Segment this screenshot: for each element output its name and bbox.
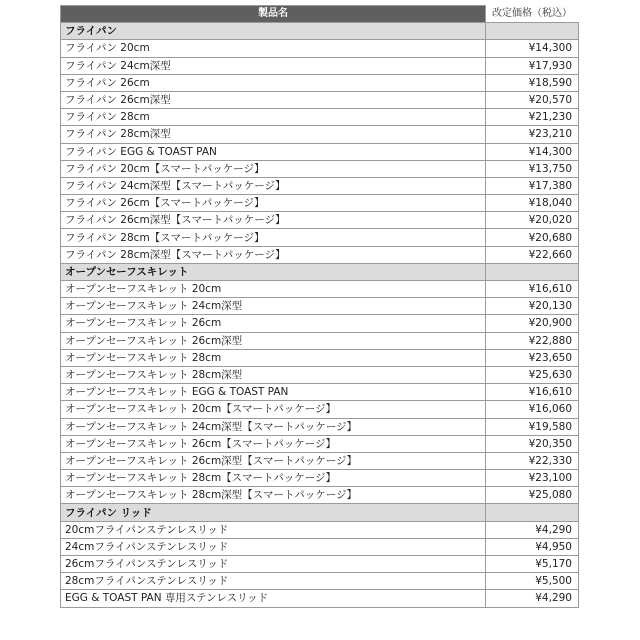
price-cell: ¥22,660 [486,246,579,263]
product-name-cell: フライパン 26cm深型 [61,91,486,108]
price-cell: ¥20,130 [486,298,579,315]
product-name-cell: フライパン 28cm [61,109,486,126]
product-name-cell: オープンセーフスキレット 20cm [61,281,486,298]
product-name-cell: フライパン 28cm深型 [61,126,486,143]
product-name-cell: フライパン 28cm【スマートパッケージ】 [61,229,486,246]
product-name-cell: フライパン 26cm深型【スマートパッケージ】 [61,212,486,229]
price-cell: ¥23,100 [486,470,579,487]
product-name-cell: オープンセーフスキレット 24cm深型【スマートパッケージ】 [61,418,486,435]
price-cell: ¥20,680 [486,229,579,246]
table-row [61,401,579,418]
price-cell: ¥20,350 [486,435,579,452]
table-row [61,229,579,246]
price-cell: ¥16,610 [486,384,579,401]
price-cell: ¥14,300 [486,40,579,57]
product-name-cell: オープンセーフスキレット 28cm [61,349,486,366]
table-row [61,349,579,366]
price-cell: ¥16,060 [486,401,579,418]
price-cell: ¥4,290 [486,590,579,607]
product-name-cell: オープンセーフスキレット 26cm【スマートパッケージ】 [61,435,486,452]
table-row [61,126,579,143]
product-name-cell: オープンセーフスキレット 20cm【スマートパッケージ】 [61,401,486,418]
table-row [61,315,579,332]
section-title: フライパン [61,23,486,40]
product-name-cell: オープンセーフスキレット 26cm深型 [61,332,486,349]
table-row [61,521,579,538]
product-name-cell: オープンセーフスキレット 26cm深型【スマートパッケージ】 [61,452,486,469]
table-row [61,573,579,590]
table-row [61,212,579,229]
table-row [61,160,579,177]
section-header-row [61,23,579,40]
table-row [61,246,579,263]
section-title: フライパン リッド [61,504,486,521]
price-cell: ¥14,300 [486,143,579,160]
price-cell: ¥20,570 [486,91,579,108]
price-cell: ¥4,950 [486,538,579,555]
section-title: オープンセーフスキレット [61,263,486,280]
table-row [61,538,579,555]
header-revised-price: 改定価格（税込） [486,6,579,23]
table-row [61,91,579,108]
header-row [61,6,579,23]
price-cell: ¥18,040 [486,195,579,212]
price-cell: ¥21,230 [486,109,579,126]
table-row [61,109,579,126]
product-name-cell: フライパン 28cm深型【スマートパッケージ】 [61,246,486,263]
price-cell: ¥25,630 [486,366,579,383]
price-cell: ¥4,290 [486,521,579,538]
table-row [61,487,579,504]
price-table [60,5,579,608]
table-row [61,556,579,573]
table-row [61,590,579,607]
price-cell: ¥22,880 [486,332,579,349]
product-name-cell: フライパン EGG & TOAST PAN [61,143,486,160]
table-row [61,470,579,487]
section-header-row [61,263,579,280]
table-row [61,332,579,349]
table-row [61,384,579,401]
product-name-cell: 24cmフライパンステンレスリッド [61,538,486,555]
section-header-row [61,504,579,521]
table-row [61,57,579,74]
table-row [61,74,579,91]
price-cell: ¥17,930 [486,57,579,74]
product-name-cell: 20cmフライパンステンレスリッド [61,521,486,538]
product-name-cell: オープンセーフスキレット EGG & TOAST PAN [61,384,486,401]
product-name-cell: 28cmフライパンステンレスリッド [61,573,486,590]
product-name-cell: フライパン 24cm深型【スマートパッケージ】 [61,177,486,194]
price-cell: ¥16,610 [486,281,579,298]
price-cell: ¥20,900 [486,315,579,332]
header-product-name: 製品名 [61,6,486,23]
product-name-cell: オープンセーフスキレット 26cm [61,315,486,332]
table-row [61,40,579,57]
product-name-cell: オープンセーフスキレット 28cm【スマートパッケージ】 [61,470,486,487]
price-cell: ¥23,210 [486,126,579,143]
price-cell: ¥5,500 [486,573,579,590]
product-name-cell: フライパン 26cm【スマートパッケージ】 [61,195,486,212]
price-cell: ¥5,170 [486,556,579,573]
table-row [61,418,579,435]
price-cell: ¥20,020 [486,212,579,229]
product-name-cell: オープンセーフスキレット 28cm深型【スマートパッケージ】 [61,487,486,504]
section-price-blank [486,263,579,280]
table-row [61,195,579,212]
price-cell: ¥13,750 [486,160,579,177]
table-body [61,23,579,607]
table-row [61,435,579,452]
price-cell: ¥23,650 [486,349,579,366]
table-row [61,452,579,469]
product-name-cell: フライパン 20cm【スマートパッケージ】 [61,160,486,177]
table-row [61,366,579,383]
product-name-cell: フライパン 26cm [61,74,486,91]
price-cell: ¥25,080 [486,487,579,504]
table-row [61,143,579,160]
product-name-cell: オープンセーフスキレット 24cm深型 [61,298,486,315]
section-price-blank [486,23,579,40]
product-name-cell: オープンセーフスキレット 28cm深型 [61,366,486,383]
product-name-cell: EGG & TOAST PAN 専用ステンレスリッド [61,590,486,607]
product-name-cell: 26cmフライパンステンレスリッド [61,556,486,573]
section-price-blank [486,504,579,521]
price-cell: ¥18,590 [486,74,579,91]
product-name-cell: フライパン 24cm深型 [61,57,486,74]
table-row [61,281,579,298]
table-row [61,298,579,315]
table-row [61,177,579,194]
product-name-cell: フライパン 20cm [61,40,486,57]
price-cell: ¥19,580 [486,418,579,435]
price-cell: ¥17,380 [486,177,579,194]
price-cell: ¥22,330 [486,452,579,469]
